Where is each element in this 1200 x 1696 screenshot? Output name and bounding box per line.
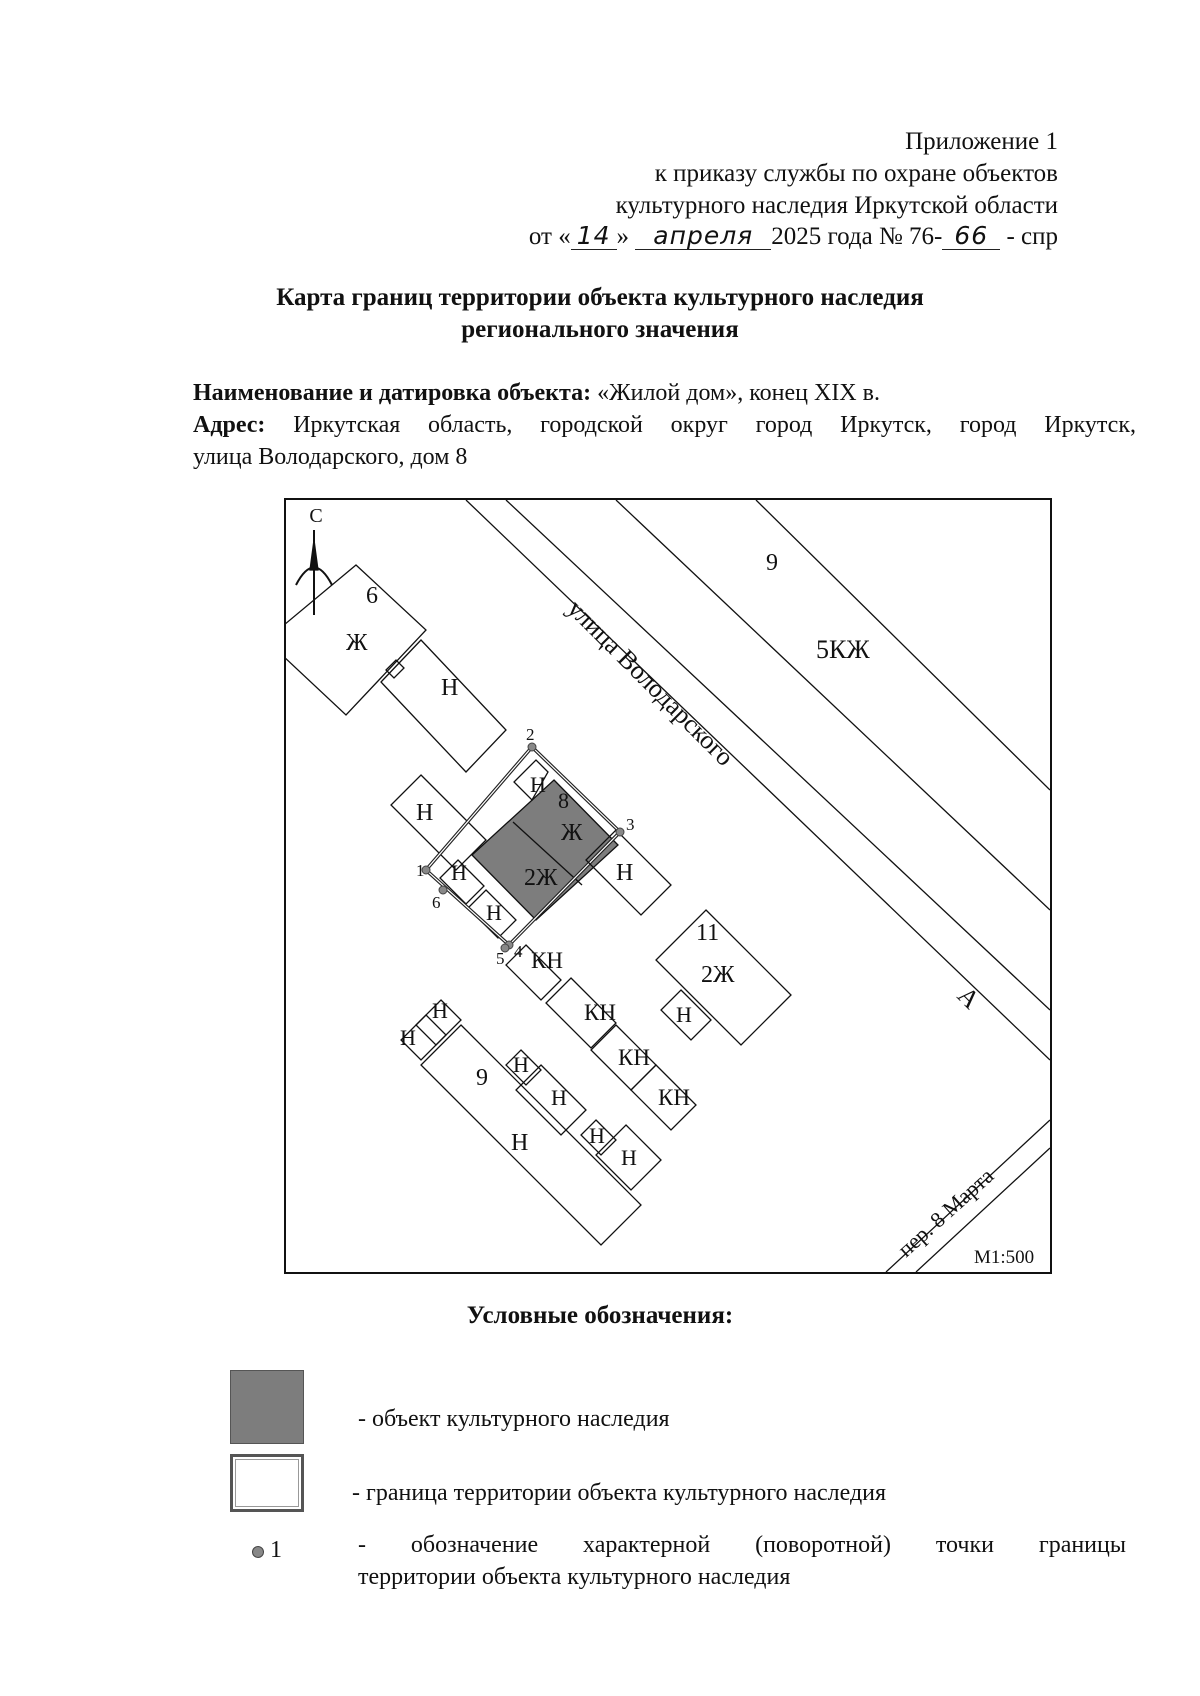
order-suffix: - спр [1006,223,1058,250]
label-h-a: Н [432,998,448,1023]
scale-label: М1:500 [974,1247,1035,1268]
handwritten-day: 14 [571,223,617,250]
appendix-authority-line: культурного наследия Иркутской области [615,192,1058,219]
appendix-order-line: к приказу службы по охране объектов [654,160,1058,187]
object-name-label: Наименование и датировка объекта: [193,380,592,406]
year-text: 2025 года № 76- [771,223,943,250]
point-label-1: 1 [416,861,425,880]
point-label-4: 4 [514,942,523,961]
date-prefix: от « [528,223,571,250]
label-h-left: Н [416,800,434,826]
label-h-small-top: Н [530,772,546,797]
b11-h: Н [676,1002,692,1027]
address-label: Адрес: [193,412,266,438]
label-h-small-left: Н [451,860,467,885]
street-side-label: пер. 8 Марта [892,1163,999,1262]
legend-title: Условные обозначения: [466,1302,734,1329]
point-label-2: 2 [526,725,535,744]
building-9-bottom [421,1025,641,1245]
b11-type: 2Ж [701,962,735,988]
label-kn-1: КН [531,948,563,973]
legend-item-3-line-2: территории объекта культурного наследия [358,1564,791,1590]
b9-number: 9 [476,1065,488,1091]
legend-item-3-line-1: - обозначение характерной (поворотной) точки границы [358,1532,1126,1558]
road-label: А [951,980,986,1015]
legend-item-1: - объект культурного наследия [358,1406,670,1432]
address-line-2: улица Володарского, дом 8 [193,444,468,470]
legend-point-marker [252,1546,264,1558]
handwritten-month: апреля [635,223,771,250]
legend-heritage-swatch [230,1370,304,1444]
street-edge-2 [506,500,1050,1010]
obj-type-2: 2Ж [524,865,558,891]
north-label: С [309,505,323,527]
label-h-b: Н [400,1025,416,1050]
label-h-right: Н [616,860,634,886]
b9top-number: 9 [766,550,778,576]
obj-number: 8 [558,788,569,813]
point-2 [528,743,536,751]
date-mid: » [616,223,630,250]
label-h-f: Н [621,1145,637,1170]
label-kn-3: КН [618,1045,650,1070]
label-kn-4: КН [658,1085,690,1110]
label-kn-2: КН [584,1000,616,1025]
map-canvas [286,500,1050,1272]
label-h1: Н [441,675,459,701]
address-field [193,410,1136,441]
boundary-map [284,498,1052,1274]
north-arrow-head [310,540,318,570]
outbuilding-top [381,640,506,772]
point-label-6: 6 [432,893,441,912]
label-h-c: Н [513,1052,529,1077]
handwritten-number: 66 [942,223,1000,250]
legend-point-number: 1 [270,1537,282,1563]
street-main-label: улица Володарского [561,593,740,772]
label-h-d: Н [551,1085,567,1110]
label-h-small-bottom: Н [486,900,502,925]
street-edge-4 [756,500,1050,790]
b11-number: 11 [696,920,720,946]
appendix-title: Приложение 1 [905,128,1058,155]
document-subtitle: регионального значения [461,316,739,343]
b6-number: 6 [366,583,378,609]
label-h-e: Н [589,1123,605,1148]
object-name-field [193,378,1136,409]
b9-type: Н [511,1130,529,1156]
point-label-3: 3 [626,815,635,834]
document-title: Карта границ территории объекта культурного наследия [276,284,924,311]
legend-boundary-swatch [230,1454,304,1512]
obj-type-1: Ж [561,820,583,846]
object-name-value: «Жилой дом», конец XIX в. [597,380,880,406]
address-line-1: Иркутская область, городской округ город Иркутск, город Иркутск, [293,412,1136,438]
point-3 [616,828,624,836]
appendix-date-line [529,221,1058,253]
legend-item-2: - граница территории объекта культурного наследия [352,1480,887,1506]
point-label-5: 5 [496,949,505,968]
b9top-type: 5КЖ [816,635,870,664]
b6-type: Ж [346,630,368,656]
